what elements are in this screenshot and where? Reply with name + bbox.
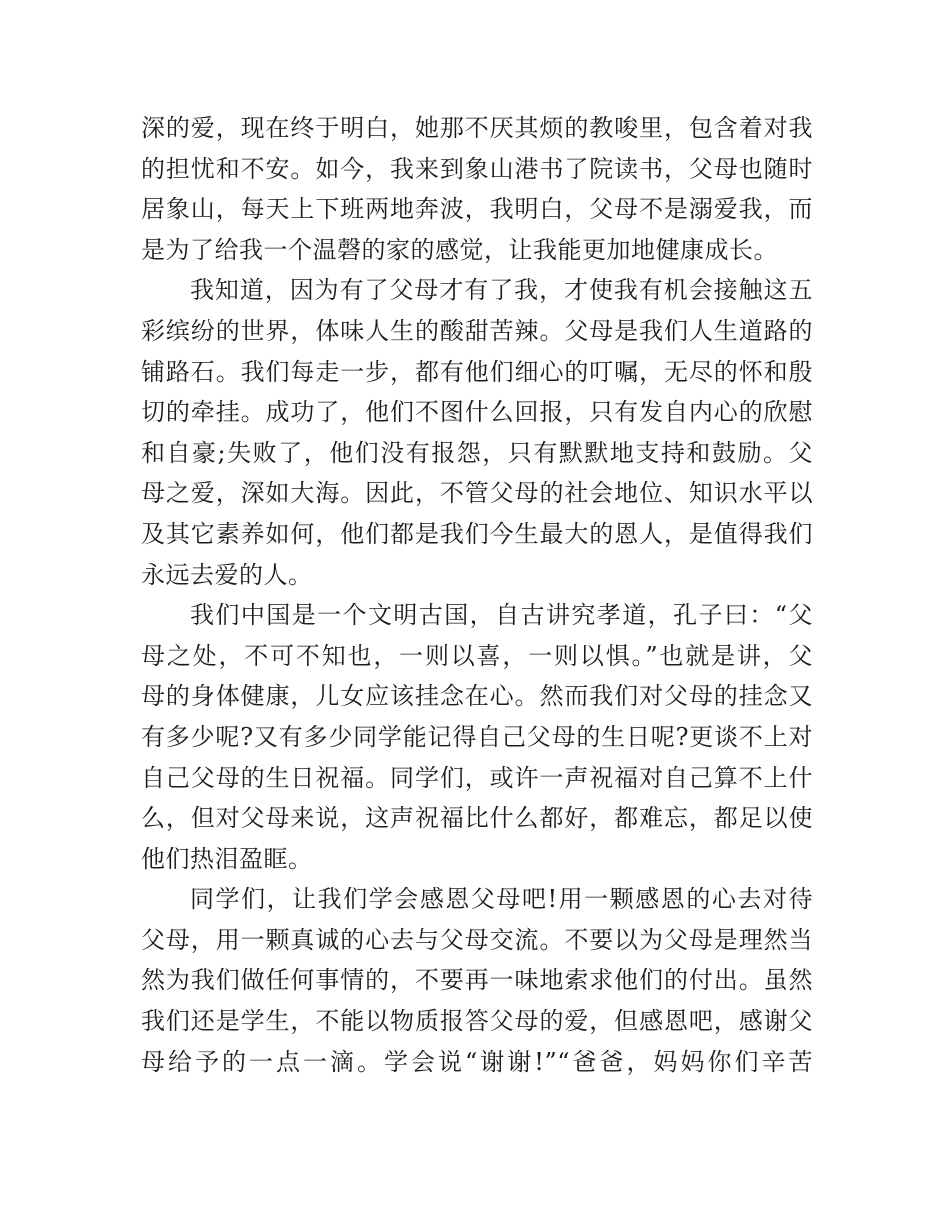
text-line: 深的爱，现在终于明白，她那不厌其烦的教唆里，包含着对我	[141, 114, 813, 142]
text-line: 的担忧和不安。如今，我来到象山港书了院读书，父母也随时	[141, 154, 813, 183]
text-line: 彩缤纷的世界，体味人生的酸甜苦辣。父母是我们人生道路的	[141, 316, 813, 345]
text-line: 母的身体健康，儿女应该挂念在心。然而我们对父母的挂念又	[141, 682, 813, 711]
text-line: 我们中国是一个文明古国，自古讲究孝道，孔子曰：“父	[190, 601, 813, 630]
paragraph	[141, 879, 813, 1082]
text-line: 永远去爱的人。	[141, 560, 313, 589]
paragraph	[141, 108, 813, 270]
text-line: 是为了给我一个温磬的家的感觉，让我能更加地健康成长。	[141, 235, 778, 264]
paragraph	[141, 595, 813, 879]
text-line: 他们热泪盈眶。	[141, 844, 313, 873]
text-line: 母之爱，深如大海。因此，不管父母的社会地位、知识水平以	[141, 479, 813, 508]
text-line: 居象山，每天上下班两地奔波，我明白，父母不是溺爱我，而	[141, 195, 813, 224]
text-line: 同学们，让我们学会感恩父母吧!用一颗感恩的心去对待	[190, 885, 813, 914]
text-line: 母之处，不可不知也，一则以喜，一则以惧。”也就是讲，父	[141, 641, 813, 670]
body-text	[141, 108, 813, 1082]
text-line: 我们还是学生，不能以物质报答父母的爱，但感恩吧，感谢父	[141, 1007, 813, 1036]
text-line: 么，但对父母来说，这声祝福比什么都好，都难忘，都足以使	[141, 804, 813, 833]
text-line: 铺路石。我们每走一步，都有他们细心的叮嘱，无尽的怀和殷	[141, 357, 813, 386]
text-line: 切的牵挂。成功了，他们不图什么回报，只有发自内心的欣慰	[141, 398, 813, 427]
text-line: 我知道，因为有了父母才有了我，才使我有机会接触这五	[190, 276, 813, 305]
paragraph	[141, 270, 813, 595]
text-line: 然为我们做任何事情的，不要再一味地索求他们的付出。虽然	[141, 966, 813, 995]
text-line: 和自豪;失败了，他们没有报怨，只有默默地支持和鼓励。父	[141, 438, 813, 467]
text-line: 自己父母的生日祝福。同学们，或许一声祝福对自己算不上什	[141, 763, 813, 792]
text-line: 母给予的一点一滴。学会说“谢谢!”“爸爸，妈妈你们辛苦	[141, 1047, 813, 1076]
text-line: 父母，用一颗真诚的心去与父母交流。不要以为父母是理然当	[141, 925, 813, 954]
text-line: 及其它素养如何，他们都是我们今生最大的恩人，是值得我们	[141, 519, 813, 548]
text-line: 有多少呢?又有多少同学能记得自己父母的生日呢?更谈不上对	[141, 722, 813, 751]
